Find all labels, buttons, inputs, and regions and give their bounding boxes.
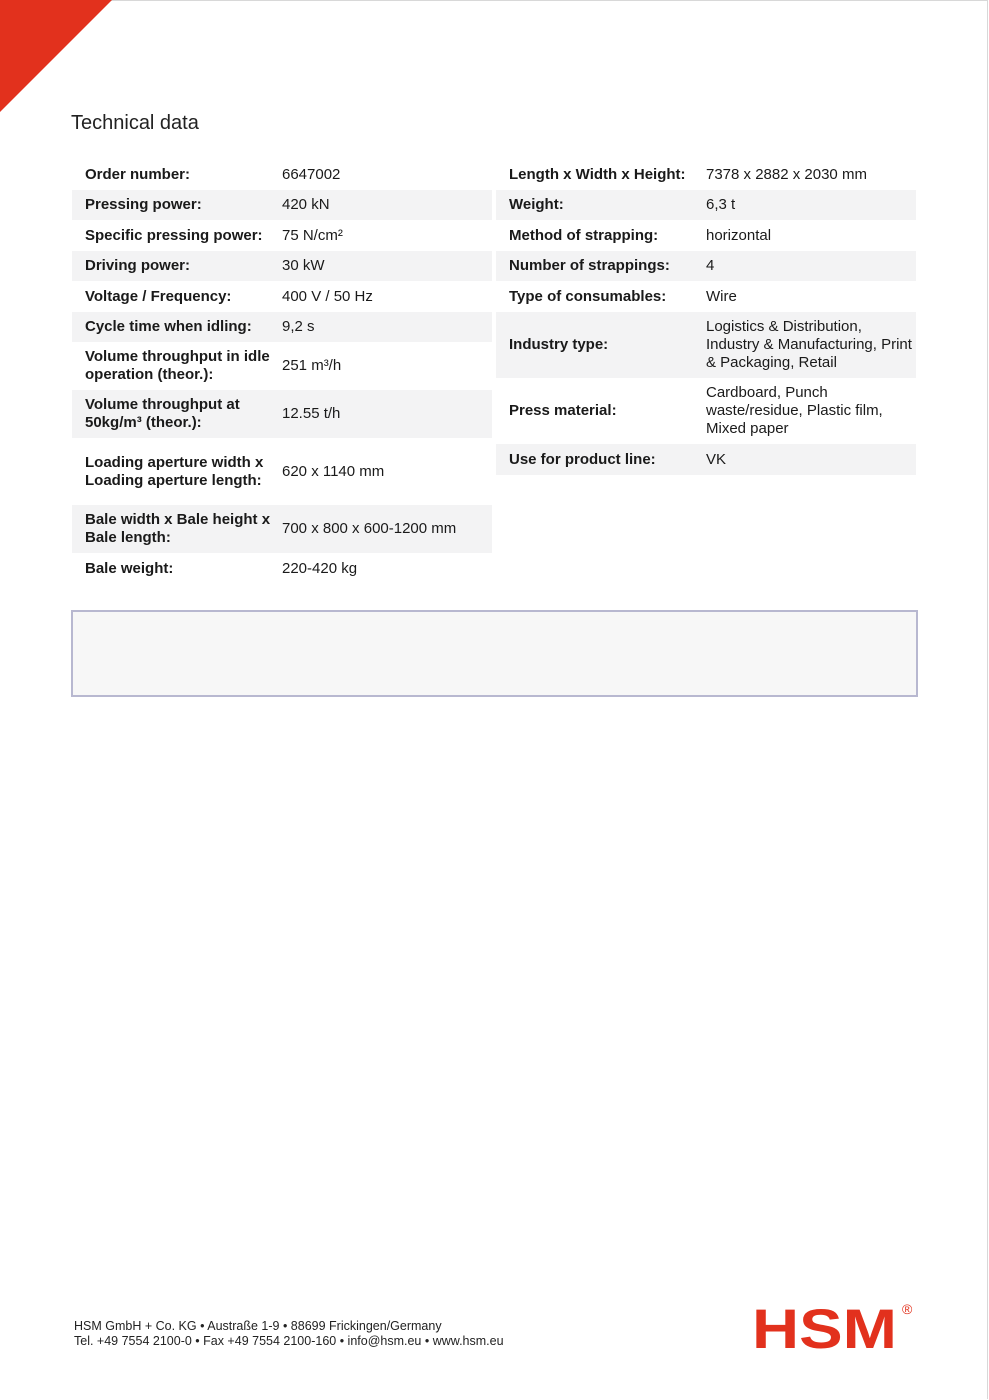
- spec-value: 400 V / 50 Hz: [282, 287, 373, 305]
- spec-value: 700 x 800 x 600-1200 mm: [282, 520, 457, 537]
- spec-row: [496, 190, 916, 220]
- spec-label: Volume throughput in idle operation (theor.):: [85, 348, 270, 383]
- spec-row: [72, 281, 492, 312]
- corner-accent: [0, 0, 112, 112]
- spec-value: 9,2 s: [282, 318, 315, 335]
- spec-row: [72, 220, 492, 251]
- spec-row: [72, 312, 492, 342]
- spec-row: [496, 281, 916, 312]
- spec-label: Volume throughput at 50kg/m³ (theor.):: [85, 396, 240, 431]
- spec-value: 12.55 t/h: [282, 405, 341, 422]
- spec-value: 6,3 t: [706, 196, 736, 213]
- spec-label: Method of strapping:: [509, 226, 659, 244]
- spec-row: [496, 444, 916, 475]
- spec-value: 4: [706, 257, 715, 274]
- spec-value: 30 kW: [282, 257, 325, 274]
- spec-label: Bale weight:: [85, 559, 174, 577]
- spec-value: 620 x 1140 mm: [282, 462, 385, 480]
- spec-value: 251 m³/h: [282, 357, 342, 374]
- spec-row: [72, 190, 492, 220]
- spec-table-left: [72, 160, 492, 584]
- spec-row: [72, 438, 492, 505]
- spec-table-right: [496, 160, 916, 475]
- logo-text: HSM: [752, 1298, 897, 1354]
- spec-label: Bale width x Bale height x Bale length:: [85, 511, 271, 546]
- hsm-logo: [752, 1298, 918, 1354]
- spec-row: [496, 251, 916, 281]
- footer-line-address: HSM GmbH + Co. KG • Austraße 1-9 • 88699 Frickingen/Germany: [74, 1319, 442, 1333]
- spec-label: Weight:: [509, 196, 564, 213]
- spec-label: Industry type:: [509, 336, 609, 353]
- spec-value: 220-420 kg: [282, 559, 358, 577]
- spec-label: Specific pressing power:: [85, 226, 263, 244]
- spec-value: 7378 x 2882 x 2030 mm: [706, 166, 867, 183]
- spec-label: Loading aperture width x Loading aperture length:: [85, 453, 264, 489]
- spec-value: VK: [706, 450, 727, 468]
- footer-line-contact: Tel. +49 7554 2100-0 • Fax +49 7554 2100-160 • info@hsm.eu • www.hsm.eu: [74, 1334, 504, 1348]
- spec-row: [496, 312, 916, 378]
- spec-label: Type of consumables:: [509, 287, 667, 305]
- spec-label: Press material:: [509, 402, 617, 419]
- spec-label: Pressing power:: [85, 196, 202, 213]
- spec-label: Voltage / Frequency:: [85, 287, 232, 305]
- spec-row: [72, 342, 492, 390]
- spec-label: Number of strappings:: [509, 257, 670, 274]
- spec-value: 420 kN: [282, 196, 330, 213]
- spec-value: 75 N/cm²: [282, 226, 343, 244]
- spec-row: [72, 553, 492, 584]
- page-title: Technical data: [71, 112, 199, 134]
- spec-value: Cardboard, Punch waste/residue, Plastic film, Mixed paper: [706, 384, 883, 437]
- spec-value: Wire: [706, 287, 737, 305]
- spec-row: [72, 390, 492, 438]
- spec-value: 6647002: [282, 166, 341, 183]
- spec-row: [72, 505, 492, 553]
- spec-row: [496, 378, 916, 444]
- logo-registered-mark: ®: [902, 1301, 913, 1317]
- spec-value: horizontal: [706, 226, 772, 244]
- spec-row: [496, 220, 916, 251]
- notes-box: [71, 610, 918, 697]
- spec-label: Order number:: [85, 166, 191, 183]
- footer-address: [74, 1319, 504, 1349]
- spec-label: Cycle time when idling:: [85, 318, 252, 335]
- spec-row: [72, 160, 492, 190]
- spec-label: Length x Width x Height:: [509, 166, 686, 183]
- spec-row: [72, 251, 492, 281]
- spec-label: Driving power:: [85, 257, 191, 274]
- spec-value: Logistics & Distribution, Industry & Manufacturing, Print & Packaging, Retail: [706, 318, 912, 371]
- spec-label: Use for product line:: [509, 450, 656, 468]
- spec-row: [496, 160, 916, 190]
